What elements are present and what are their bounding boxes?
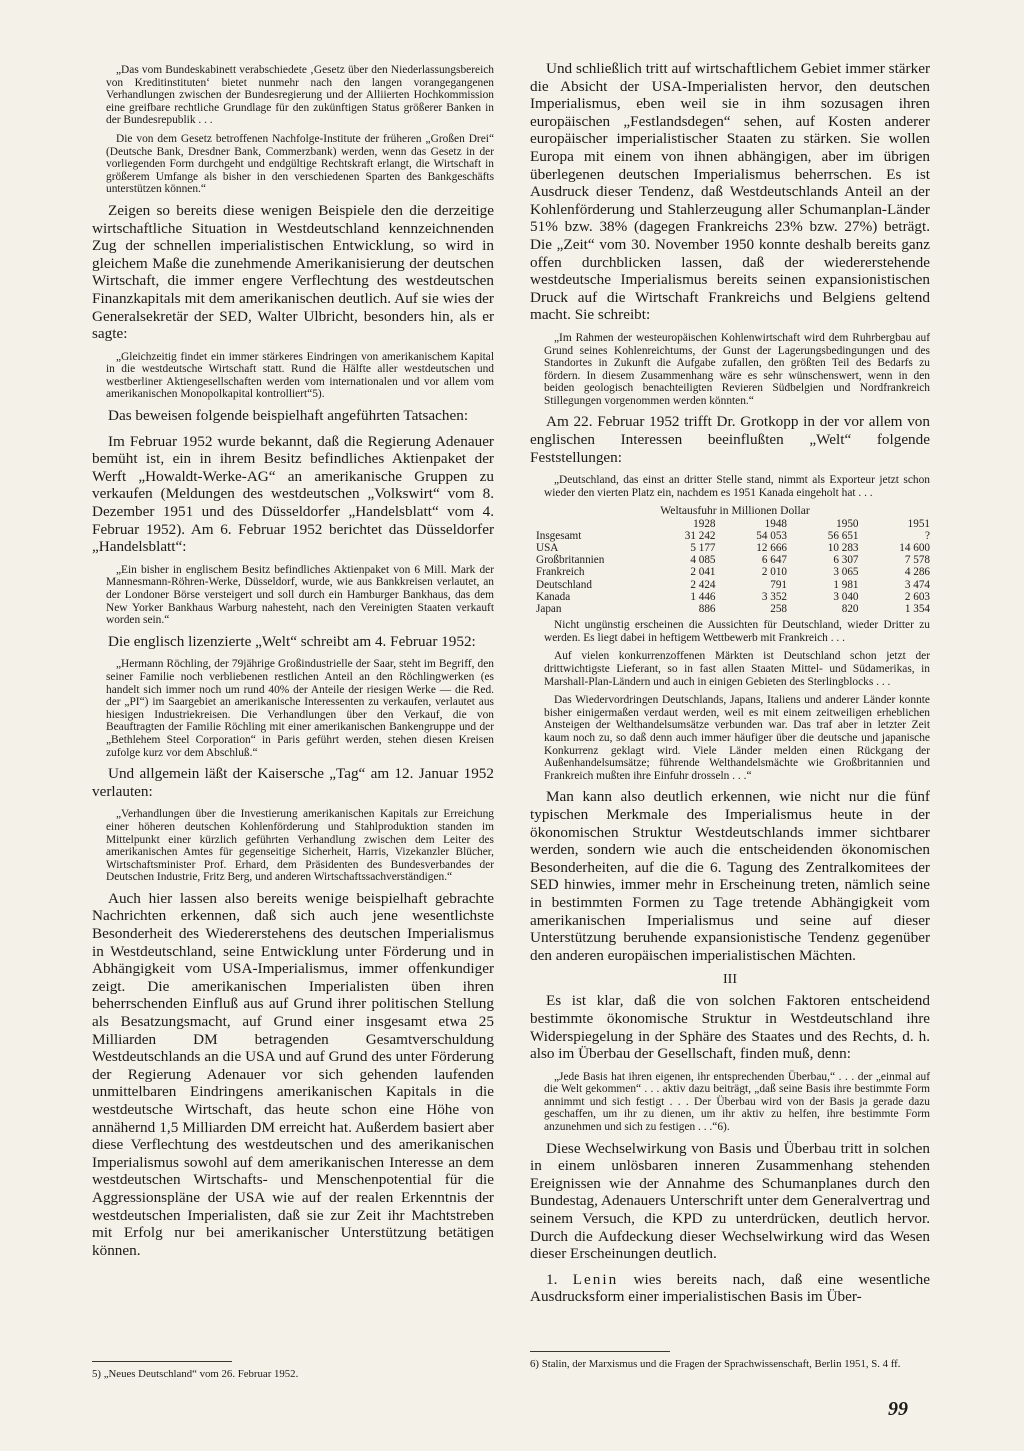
quote-investment: „Verhandlungen über die Investierung amerikanischen Kapitals zur Erreichung einer höheren deutschen Kohlenförderung und Stahlproduktion standen im Mittelpunkt einer kürzlich geführten Verhandlung zwischen dem Leiter des amerikanischen Amtes für gegenseitige Sicherheit, Harris, Vizekanzler Blücher, Wirtschaftsminister Prof. Erhard, dem Präsidenten des Bundesverbandes der Deutschen Industrie, Fritz Berg, und anderen Wirtschaftssachverständigen.“ <box>106 808 494 884</box>
table-cell: ? <box>925 529 930 542</box>
table-cell: 1 981 <box>833 578 859 591</box>
footnote-6: 6) Stalin, der Marxismus und die Fragen der Sprachwissenschaft, Berlin 1951, S. 4 ff. <box>530 1358 901 1370</box>
table-row <box>536 530 930 542</box>
table-cell: 791 <box>770 578 787 591</box>
quote-dritter: Nicht ungünstig erscheinen die Aussichten für Deutschland, wieder Dritter zu werden. Es liegt dabei in heftigem Wettbewerb mit Frankreich . . . <box>544 619 930 644</box>
table-cell: 31 242 <box>684 529 716 542</box>
footnote-rule <box>530 1351 670 1352</box>
quote-bank-law: „Das vom Bundeskabinett verabschiedete ‚Gesetz über den Niederlassungsbereich von Kreditinstituten‘ bietet nunmehr nach den langen vorangegangenen Verhandlungen zwischen der Bundesregierung und der Alliierten Hochkommission eine greifbare rechtliche Grundlage für den zukünftigen Status größerer Banken in der Bundesrepublik . . . <box>106 64 494 127</box>
table-cell-country: Insgesamt <box>536 529 582 542</box>
table-cell-country: Kanada <box>536 590 571 603</box>
table-row <box>536 603 930 615</box>
quote-exporteur: „Deutschland, das einst an dritter Stelle stand, nimmt als Exporteur jetzt schon wieder den vierten Platz ein, nachdem es 1951 Kanada eingeholt hat . . . <box>544 474 930 499</box>
table-cell: 3 040 <box>833 590 859 603</box>
paragraph-tag-intro: Und allgemein läßt der Kaisersche „Tag“ am 12. Januar 1952 verlauten: <box>92 765 494 800</box>
section-heading: III <box>723 972 737 988</box>
footnote-rule <box>92 1361 232 1362</box>
table-header-empty <box>536 518 644 530</box>
quote-ulbricht: „Gleichzeitig findet ein immer stärkeres Eindringen von amerikanischem Kapital in die westdeutsche Wirtschaft statt. Rund die Hälfte aller westdeutschen und westberliner Aktiengesellschaften werden vom internationalen und vor allem vom amerikanischen Monopolkapital kontrolliert“5). <box>106 350 494 401</box>
table-cell-country: Deutschland <box>536 578 592 591</box>
table-cell: 4 085 <box>690 554 716 567</box>
paragraph-usa-dependency: Auch hier lassen also bereits wenige beispielhaft gebrachte Nachrichten erkennen, daß sich auch jene wesentlichste Besonderheit des Wiedererstehens des deutschen Imperialismus in Westdeutschland, seine Entwicklung unter Förderung und in Abhängigkeit vom USA-Imperialismus, immer offenkundiger zeigt. Die amerikanischen Imperialisten üben ihren beherrschenden Einfluß aus auf Grund ihrer politischen Stellung als Besatzungsmacht, auf Grund einer insgesamt etwa 25 Milliarden DM betragenden Gesamtverschuldung Westdeutschlands an die USA und auf Grund des unter Förderung der Regierung Adenauer vor sich gehenden laufenden unmittelbaren Eindringens amerikanischen Kapitals in die westdeutsche Wirtschaft, das heute schon eine Höhe von annähernd 1,5 Milliarden DM erreicht hat. Außerdem basiert aber diese Verflechtung des westdeutschen und des amerikanischen Imperialismus sowohl auf dem amerikanischen Interesse an dem westdeutschen Wirtschafts- und Menschenpotential für die Aggressionspläne der USA wie auf der realen Erkenntnis der westdeutschen Imperialisten, daß sie zur Zeit ihr Machtstreben mit Erfolg nur bei amerikanischer Unterstützung betätigen können. <box>92 889 494 1259</box>
table-cell: 54 053 <box>756 529 787 542</box>
table-cell: 820 <box>841 603 859 616</box>
table-row <box>536 566 930 578</box>
table-cell: 14 600 <box>899 542 930 555</box>
table-row <box>536 542 930 554</box>
footnote-left <box>92 1355 494 1381</box>
author-name: Lenin <box>572 1270 619 1288</box>
table-header-year: 1951 <box>907 517 930 530</box>
table-cell: 5 177 <box>690 542 716 555</box>
table-cell: 3 065 <box>833 566 859 579</box>
paragraph-festlandsdegen: Und schließlich tritt auf wirtschaftlichem Gebiet immer stärker die Absicht der USA-Imperialisten hervor, den deutschen Imperialismus, eben weil sie in ihm sozusagen ihren europäischen „Festlandsdegen“ sehen, auf Kosten anderer europäischer imperialistischer Staaten zu stärken. Sie wollen Europa mit einem von ihnen abhängigen, aber im übrigen überlegenen deutschen Imperialismus beherrschen. Es ist Ausdruck dieser Tendenz, daß Westdeutschlands Anteil an der Kohlenförderung und Stahlerzeugung aller Schumanplan-Länder 51% bzw. 38% (dagegen Frankreichs 23% bzw. 27%) beträgt. Die „Zeit“ vom 30. November 1950 konnte deshalb bereits ganz offen durchblicken lassen, daß der wiedererstehende westdeutsche Imperialismus bereits seinen expansionistischen Druck auf die Wirtschaft Frankreichs und Belgiens geltend macht. Sie schreibt: <box>530 60 930 324</box>
table-cell-country: Großbritannien <box>536 554 605 567</box>
paragraph-welt-intro: Die englisch lizenzierte „Welt“ schreibt am 4. Februar 1952: <box>108 632 476 650</box>
table-cell-country: Japan <box>536 603 562 616</box>
footnote-5: 5) „Neues Deutschland“ vom 26. Februar 1952. <box>92 1368 299 1380</box>
table-cell: 2 010 <box>761 566 787 579</box>
table-cell: 258 <box>770 603 787 616</box>
table-body <box>536 530 930 615</box>
table-cell: 56 651 <box>827 529 859 542</box>
table-cell: 886 <box>698 603 716 616</box>
paragraph-text: wies bereits nach, daß eine wesentliche Ausdrucksform einer imperialistischen Basis im Über- <box>530 1270 931 1306</box>
table-cell: 4 286 <box>904 566 930 579</box>
table-cell-country: Frankreich <box>536 566 585 579</box>
paragraph-grotkopp: Am 22. Februar 1952 trifft Dr. Grotkopp in der vor allem von englischen Interessen beeinflußten „Welt“ folgende Feststellungen: <box>530 413 930 466</box>
quote-wiedervordringen: Das Wiedervordringen Deutschlands, Japans, Italiens und anderer Länder konnte bisher einigermaßen verdaut werden, weil es mit einem zeitweiligen erheblichen Ansteigen der Welthandelsumsätze verbunden war. Das traf aber in letzter Zeit kaum noch zu, so daß denn auch immer häufiger über die deutsche und japanische Konkurrenz geklagt wird. Viele Länder melden einen Rückgang der Außenhandelsumsätze; führende Welthandelsmächte wie Großbritannien und Frankreich mußten ihre Einfuhr drosseln . . .“ <box>544 694 930 782</box>
table-cell: 6 647 <box>761 554 787 567</box>
table-row <box>536 591 930 603</box>
table-header-year: 1950 <box>836 517 859 530</box>
table-cell: 3 352 <box>761 590 787 603</box>
table-row <box>536 579 930 591</box>
right-column <box>530 60 930 1314</box>
paragraph-howaldt: Im Februar 1952 wurde bekannt, daß die Regierung Adenauer bemüht ist, ein in ihrem Besitz befindliches Aktienpaket der Werft „Howaldt-Werke-AG“ an amerikanische Gruppen zu verkaufen (Meldungen des westdeutschen „Volkswirt“ vom 8. Dezember 1951 und des Düsseldorfer „Handelsblatt“ vom 4. Februar 1952). Am 6. Februar 1952 berichtet das Düsseldorfer „Handelsblatt“: <box>92 432 494 556</box>
quote-mannesmann: „Ein bisher in englischem Besitz befindliches Aktienpaket von 6 Mill. Mark der Mannesmann-Röhren-Werke, Düsseldorf, wurde, wie aus Bankkreisen verlautet, an der Londoner Börse versteigert und soll durch ein Hamburger Bankhaus, das dem New Yorker Bankhaus Warburg nahesteht, nach den Vereinigten Staaten verkauft worden sein.“ <box>106 563 494 627</box>
paragraph-number: 1. <box>546 1270 558 1288</box>
quote-big-three: Die von dem Gesetz betroffenen Nachfolge-Institute der früheren „Großen Drei“ (Deutsche Bank, Dresdner Bank, Commerzbank) werden, wenn das Gesetz in der vorliegenden Form durchgeht und endgültige Rechtskraft erlangt, die Wirtschaft in größerem Umfange als bisher in den verschiedenen Sparten des Bankgeschäfts unterstützen können.“ <box>106 132 494 196</box>
quote-roechling: „Hermann Röchling, der 79jährige Großindustrielle der Saar, steht im Begriff, den seiner Familie noch verbliebenen restlichen Anteil an den Röchlingwerken (es handelt sich immer noch um rund 40% der Anteile der riesigen Werke — die Red. der „PI“) im Saargebiet an amerikanische Interessenten zu verkaufen, verlautet aus hiesigen Industriekreisen. Die Verhandlungen über den Verkauf, die von Beauftragten der Familie Röchling mit einer amerikanischen Bankengruppe und der „Bethlehem Steel Corporation“ in Paris geführt werden, stehen diesen Kreisen zufolge kurz vor dem Abschluß.“ <box>106 658 494 759</box>
paragraph-lenin <box>530 1271 930 1306</box>
quote-kohlenwirtschaft: „Im Rahmen der westeuropäischen Kohlenwirtschaft wird dem Ruhrbergbau auf Grund seines Kohlenreichtums, der Gunst der Lagerungsbedingungen und des Standortes in Zukunft die Aufgabe zufallen, den größten Teil des Bedarfs zu fördern. In diesem Zusammenhang wäre es sehr wünschenswert, wenn in den beiden geologisch benachteiligten Revieren Südbelgien und Nordfrankreich Stillegungen vorgenommen werden könnten.“ <box>544 331 930 407</box>
table-cell: 10 283 <box>827 542 859 555</box>
footnote-right <box>530 1345 930 1371</box>
quote-maerkte: Auf vielen konkurrenzoffenen Märkten ist Deutschland schon jetzt der drittwichtigste Lieferant, so in fast allen Staaten Mittel- und Südamerikas, in Marshall-Plan-Ländern und auch in einigen Gebieten des Sterlingblocks . . . <box>544 650 930 688</box>
table-cell: 12 666 <box>756 542 787 555</box>
table-caption: Weltausfuhr in Millionen Dollar <box>660 504 810 518</box>
paragraph-facts-intro: Das beweisen folgende beispielhaft angeführten Tatsachen: <box>108 407 469 425</box>
left-column <box>92 60 494 1267</box>
paragraph-americanization: Zeigen so bereits diese wenigen Beispiele den die derzeitige wirtschaftliche Situation in Westdeutschland kennzeichnenden Zug der schnellen imperialistischen Entwicklung, so wird in gleichem Maße die zunehmende Amerikanisierung der deutschen Wirtschaft, die immer engere Verflechtung des westdeutschen Finanzkapitals mit dem amerikanischen deutlich. Auf sie wies der Generalsekretär der SED, Walter Ulbricht, besonders hin, als er sagte: <box>92 201 494 343</box>
world-exports-table <box>536 505 930 615</box>
table-header-year: 1948 <box>764 517 787 530</box>
table-cell: 1 354 <box>904 603 930 616</box>
table-header-year: 1928 <box>693 517 716 530</box>
table-cell: 6 307 <box>833 554 859 567</box>
table-header-row <box>536 518 930 530</box>
table-cell: 2 041 <box>690 566 716 579</box>
quote-stalin: „Jede Basis hat ihren eigenen, ihr entsprechenden Überbau,“ . . . der „einmal auf die Welt gekommen“ . . . aktiv dazu beiträgt, „daß seine Basis ihre bestimmte Form annimmt und sich festigt . . . Der Überbau wird von der Basis ja gerade dazu geschaffen, um ihr zu dienen, um ihr aktiv zu helfen, ihre bestimmte Form anzunehmen und sich zu festigen . . .“6). <box>544 1070 930 1134</box>
table-cell: 1 446 <box>690 590 716 603</box>
page-number: 99 <box>888 1398 908 1420</box>
paragraph-merkmale: Man kann also deutlich erkennen, wie nicht nur die fünf typischen Merkmale des Imperialismus heute in der ökonomischen Struktur Westdeutschlands immer sichtbarer werden, sondern wie auch die entscheidenden ökonomischen Besonderheiten, auf die die 6. Tagung des Zentralkomitees der SED hinwies, immer mehr in Erscheinung treten, nämlich seine in bestimmten Formen zu Tage tretende Abhängigkeit vom amerikanischen Imperialismus und seine auf dieser Unterstützung beruhende expansionistische Tendenz gegenüber den anderen europäischen imperialistischen Mächten. <box>530 788 930 964</box>
table-cell-country: USA <box>536 542 559 555</box>
table-cell: 7 578 <box>904 554 930 567</box>
table-cell: 3 474 <box>904 578 930 591</box>
paragraph-wechselwirkung: Diese Wechselwirkung von Basis und Überbau tritt in solchen in einem unlösbaren inneren Zusammenhang stehenden Ereignissen wie der Annahme des Schumanplanes durch den Bundestag, Adenauers Unterschrift unter dem Generalvertrag und seinem Versuch, die KPD zu unterdrücken, deutlich hervor. Durch die Aufdeckung dieser Wechselwirkung wird das Wesen dieser Erscheinungen deutlich. <box>530 1139 930 1263</box>
table-row <box>536 554 930 566</box>
paragraph-ueberbau: Es ist klar, daß die von solchen Faktoren entscheidend bestimmte ökonomische Struktur in Westdeutschland ihre Widerspiegelung in der Sphäre des Staates und des Rechts, d. h. also im Überbau der Gesellschaft, finden muß, denn: <box>530 992 930 1063</box>
table-cell: 2 603 <box>904 590 930 603</box>
table-cell: 2 424 <box>690 578 716 591</box>
